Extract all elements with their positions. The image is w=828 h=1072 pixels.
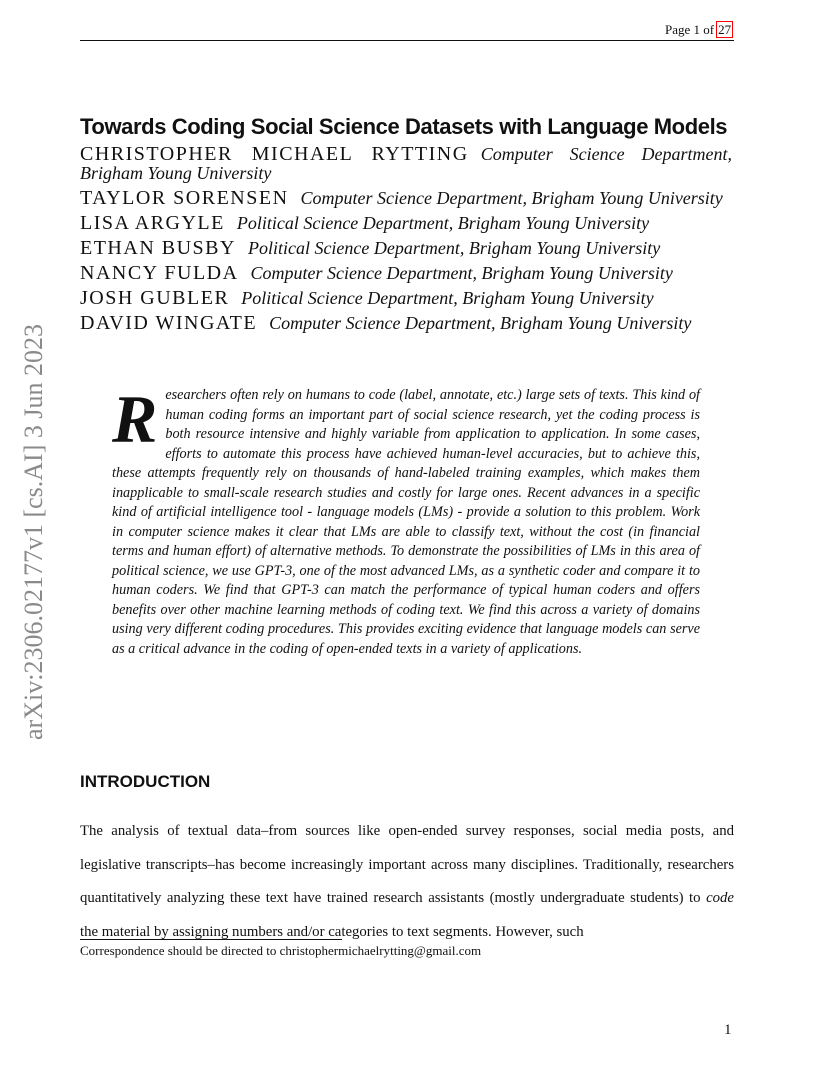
author-affiliation: Political Science Department, Brigham Young University bbox=[236, 213, 650, 233]
author-affiliation: Computer Science Department, Brigham Young University bbox=[300, 188, 723, 208]
author-affiliation: Computer Science Department, Brigham Young University bbox=[250, 263, 673, 283]
abstract-text: esearchers often rely on humans to code (label, annotate, etc.) large sets of texts. This kind of human coding forms an important part of social science research, yet the coding process is both resource intensive and highly variable from application to application. In some cases, efforts to automate this process have achieved human-level accuracies, but to achieve this, these attempts frequently rely on thousands of hand-labeled training examples, which makes them inapplicable to small-scale research studies and costly for large ones. Recent advances in a specific kind of artificial intelligence tool - language models (LMs) - provide a solution to this problem. Work in computer science makes it clear that LMs are able to classify text, without the cost (in financial terms and human effort) of alternative methods. To demonstrate the possibilities of LMs in this area of political science, we use GPT-3, one of the most advanced LMs, as a synthetic coder and compare it to human coders. We find that GPT-3 can match the performance of typical human coders and offers benefits over other machine learning methods of coding text. We find this across a variety of domains using very different coding procedures. This provides exciting evidence that language models can serve as a critical advance in the coding of open-ended texts in a variety of applications. bbox=[112, 387, 700, 657]
author-name: TAYLOR SORENSEN bbox=[80, 187, 289, 209]
author-entry bbox=[80, 145, 732, 183]
author-affiliation: Political Science Department, Brigham Young University bbox=[241, 288, 654, 308]
running-header bbox=[665, 22, 733, 38]
introduction-heading: INTRODUCTION bbox=[80, 772, 211, 791]
author-name: CHRISTOPHER MICHAEL RYTTING bbox=[80, 143, 469, 165]
correspondence-footnote: Correspondence should be directed to christophermichaelrytting@gmail.com bbox=[80, 943, 482, 958]
author-entry bbox=[80, 314, 732, 333]
arxiv-stamp-text: arXiv:2306.02177v1 [cs.AI] 3 Jun 2023 bbox=[19, 324, 48, 740]
introduction-text-end: the material by assigning numbers and/or categories to text segments. However, such bbox=[80, 923, 584, 940]
author-name: JOSH GUBLER bbox=[80, 287, 230, 309]
author-list bbox=[80, 145, 732, 339]
author-entry bbox=[80, 289, 732, 308]
abstract bbox=[112, 381, 700, 659]
introduction-text-start: The analysis of textual data–from sources like open-ended survey responses, social media posts, and legislative transcripts–has become increasingly important across many disciplines. Traditionally, researchers quantitatively analyzing these text have trained research assistants (mostly undergraduate students) to bbox=[80, 823, 734, 906]
author-entry bbox=[80, 264, 732, 283]
author-name: DAVID WINGATE bbox=[80, 312, 258, 334]
page-number: 1 bbox=[724, 1022, 732, 1038]
page-label: Page 1 of bbox=[665, 22, 715, 37]
author-entry bbox=[80, 239, 732, 258]
author-affiliation: Computer Science Department, Brigham Young University bbox=[80, 144, 732, 183]
author-name: LISA ARGYLE bbox=[80, 212, 225, 234]
introduction-paragraph bbox=[80, 815, 734, 949]
author-affiliation: Computer Science Department, Brigham Young University bbox=[269, 313, 692, 333]
author-entry bbox=[80, 214, 732, 233]
author-affiliation: Political Science Department, Brigham Young University bbox=[247, 238, 661, 258]
total-pages-link[interactable]: 27 bbox=[718, 22, 732, 37]
abstract-dropcap: R bbox=[112, 381, 158, 457]
introduction-emphasis: code bbox=[706, 890, 734, 906]
footnote-rule bbox=[80, 939, 342, 940]
author-entry bbox=[80, 189, 732, 208]
header-rule bbox=[80, 40, 734, 41]
paper-title: Towards Coding Social Science Datasets with Language Models bbox=[80, 114, 728, 139]
author-name: ETHAN BUSBY bbox=[80, 237, 236, 259]
author-name: NANCY FULDA bbox=[80, 262, 239, 284]
